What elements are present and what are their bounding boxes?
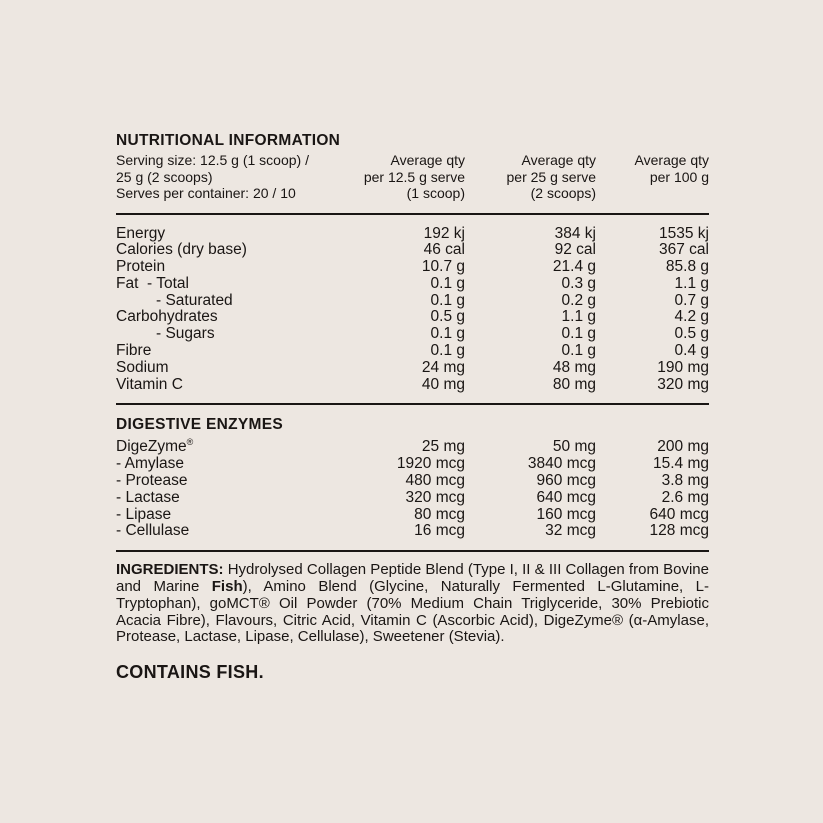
- table-row: [116, 293, 709, 310]
- row-label: - Amylase: [116, 455, 185, 473]
- value-per-2-scoops: 160 mcg: [536, 505, 596, 523]
- ingredients-text: [116, 562, 709, 646]
- enzyme-rows: [116, 439, 709, 540]
- value-per-2-scoops: 80 mg: [552, 375, 596, 393]
- value-per-2-scoops: 640 mcg: [536, 488, 596, 506]
- column-header-line: Average qty: [521, 152, 596, 168]
- row-label: - Cellulase: [116, 522, 190, 540]
- nutrition-rows: [116, 226, 709, 394]
- enzymes-title: DIGESTIVE ENZYMES: [116, 416, 284, 434]
- value-per-100g: 0.7 g: [674, 291, 709, 309]
- value-per-1-scoop: 0.1 g: [430, 291, 465, 309]
- value-per-2-scoops: 0.1 g: [561, 342, 596, 360]
- value-per-2-scoops: 0.1 g: [561, 325, 596, 343]
- nutrition-panel: [116, 131, 709, 683]
- table-row: [116, 439, 709, 456]
- table-row: [116, 377, 709, 394]
- value-per-1-scoop: 1920 mcg: [396, 455, 465, 473]
- value-per-100g: 200 mg: [657, 438, 709, 456]
- nutrition-header: [116, 152, 709, 202]
- column-header-line: per 100 g: [649, 168, 709, 185]
- row-label: Fibre: [116, 342, 152, 360]
- value-per-100g: 640 mcg: [649, 505, 709, 523]
- divider: [116, 213, 709, 215]
- table-row: [116, 523, 709, 540]
- value-per-1-scoop: 0.5 g: [430, 308, 465, 326]
- row-label: Vitamin C: [116, 375, 183, 393]
- table-row: [116, 490, 709, 507]
- value-per-100g: 0.4 g: [674, 342, 709, 360]
- value-per-2-scoops: 3840 mcg: [527, 455, 596, 473]
- value-per-100g: 85.8 g: [665, 258, 709, 276]
- row-label: - Sugars: [156, 325, 215, 343]
- value-per-1-scoop: 480 mcg: [405, 472, 465, 490]
- value-per-100g: 3.8 mg: [661, 472, 709, 490]
- row-label: [116, 439, 339, 456]
- table-row: [116, 242, 709, 259]
- column-header-per-1-scoop: [339, 152, 465, 202]
- value-per-2-scoops: 384 kj: [554, 224, 596, 242]
- value-per-2-scoops: 1.1 g: [561, 308, 596, 326]
- value-per-100g: 4.2 g: [674, 308, 709, 326]
- table-row: [116, 309, 709, 326]
- table-row: [116, 226, 709, 243]
- value-per-2-scoops: 92 cal: [554, 241, 596, 259]
- value-per-100g: 15.4 mg: [652, 455, 709, 473]
- nutrition-title: NUTRITIONAL INFORMATION: [116, 132, 341, 149]
- table-row: [116, 326, 709, 343]
- row-label: Energy: [116, 224, 166, 242]
- value-per-1-scoop: 40 mg: [421, 375, 465, 393]
- column-header-line: per 25 g serve: [506, 168, 596, 185]
- serves-per-container: Serves per container: 20 / 10: [116, 185, 296, 201]
- divider: [116, 550, 709, 552]
- value-per-2-scoops: 50 mg: [552, 438, 596, 456]
- value-per-2-scoops: 48 mg: [552, 358, 596, 376]
- row-label: Fat - Total: [116, 274, 189, 292]
- value-per-1-scoop: 24 mg: [421, 358, 465, 376]
- value-per-2-scoops: 960 mcg: [536, 472, 596, 490]
- value-per-2-scoops: 0.3 g: [561, 274, 596, 292]
- table-row: [116, 259, 709, 276]
- ingredients-body-1: Hydrolysed Collagen Peptide Blend (Type I, II & III Collagen from Bovine and Marine: [116, 561, 709, 596]
- value-per-1-scoop: 0.1 g: [430, 342, 465, 360]
- row-label: Sodium: [116, 358, 169, 376]
- table-row: [116, 507, 709, 524]
- ingredients-label: INGREDIENTS:: [116, 561, 224, 579]
- serving-size-line-1: Serving size: 12.5 g (1 scoop) /: [116, 152, 309, 168]
- row-label: Protein: [116, 258, 166, 276]
- row-label-text: DigeZyme: [116, 438, 187, 456]
- value-per-1-scoop: 192 kj: [423, 224, 465, 242]
- table-row: [116, 456, 709, 473]
- value-per-100g: 190 mg: [657, 358, 709, 376]
- value-per-100g: 128 mcg: [649, 522, 709, 540]
- column-header-line: (2 scoops): [530, 185, 596, 201]
- column-header-line: per 12.5 g serve: [363, 168, 465, 185]
- value-per-2-scoops: 32 mcg: [545, 522, 596, 540]
- row-label: - Lactase: [116, 488, 180, 506]
- divider: [116, 403, 709, 405]
- allergen-highlight: Fish: [211, 578, 243, 596]
- value-per-100g: 0.5 g: [674, 325, 709, 343]
- value-per-1-scoop: 46 cal: [423, 241, 465, 259]
- row-label: - Lipase: [116, 505, 172, 523]
- column-header-line: (1 scoop): [406, 185, 465, 201]
- value-per-100g: 367 cal: [659, 241, 709, 259]
- column-header-line: Average qty: [634, 152, 709, 168]
- ingredients-body-2: ), Amino Blend (Glycine, Naturally Fermented L-Glutamine, L-Tryptophan), goMCT® Oil Powder (70% Medium Chain Triglyceride, 30% Prebiotic Acacia Fibre), Flavours, Citric Acid, Vitamin C (Ascorbic Acid), DigeZyme® (α-Amylase, Protease, Lactase, Lipase, Cellulase), Sweetener (Stevia).: [116, 578, 709, 646]
- value-per-100g: 320 mg: [657, 375, 709, 393]
- serving-size-line-2: 25 g (2 scoops): [116, 168, 213, 185]
- value-per-1-scoop: 25 mg: [421, 438, 465, 456]
- row-label: Carbohydrates: [116, 308, 218, 326]
- value-per-1-scoop: 0.1 g: [430, 274, 465, 292]
- value-per-1-scoop: 16 mcg: [414, 522, 465, 540]
- value-per-100g: 1535 kj: [659, 224, 709, 242]
- column-header-per-2-scoops: [465, 152, 596, 202]
- table-row: [116, 473, 709, 490]
- column-header-line: Average qty: [390, 152, 465, 168]
- row-label: - Protease: [116, 472, 188, 490]
- value-per-1-scoop: 10.7 g: [421, 258, 465, 276]
- value-per-2-scoops: 0.2 g: [561, 291, 596, 309]
- value-per-2-scoops: 21.4 g: [552, 258, 596, 276]
- registered-mark: ®: [186, 437, 194, 448]
- table-row: [116, 276, 709, 293]
- value-per-1-scoop: 80 mcg: [414, 505, 465, 523]
- value-per-100g: 1.1 g: [674, 274, 709, 292]
- value-per-1-scoop: 0.1 g: [430, 325, 465, 343]
- row-label: - Saturated: [156, 291, 233, 309]
- table-row: [116, 360, 709, 377]
- table-row: [116, 343, 709, 360]
- column-header-per-100g: [596, 152, 709, 202]
- value-per-1-scoop: 320 mcg: [405, 488, 465, 506]
- value-per-100g: 2.6 mg: [661, 488, 709, 506]
- serving-info: [116, 152, 339, 202]
- allergen-statement: CONTAINS FISH.: [116, 662, 264, 683]
- row-label: Calories (dry base): [116, 241, 247, 259]
